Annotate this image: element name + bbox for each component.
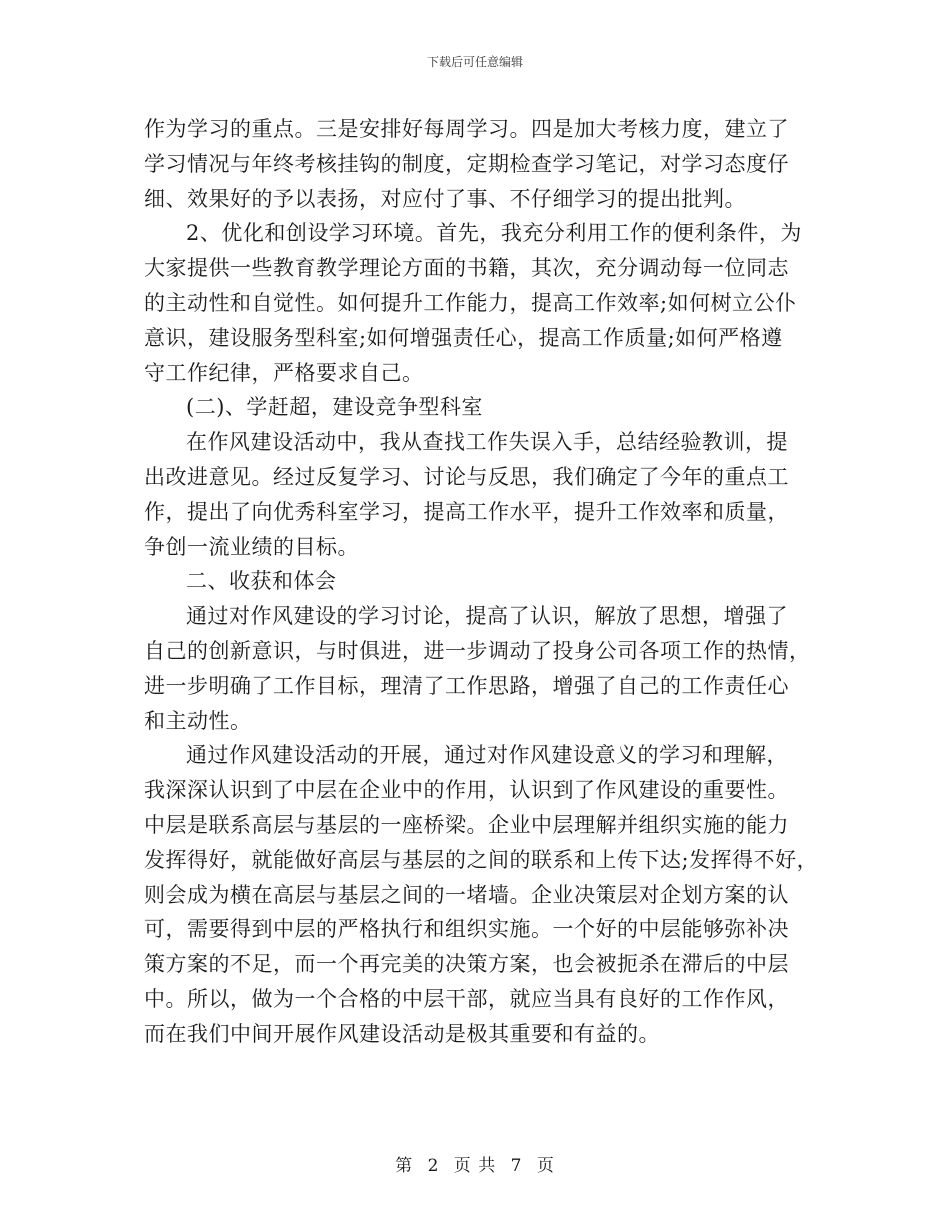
page-footer	[0, 1151, 950, 1176]
text-line: 发挥得好，就能做好高层与基层的之间的联系和上传下达;发挥得不好，	[144, 847, 819, 872]
section-heading: 二、收获和体会	[186, 569, 337, 594]
text-line: 通过对作风建设的学习讨论，提高了认识，解放了思想，增强了	[186, 604, 788, 629]
section-heading: (二)、学赶超，建设竞争型科室	[186, 395, 483, 420]
text-line: 自己的创新意识，与时俱进，进一步调动了投身公司各项工作的热情，	[144, 638, 811, 663]
page-mid: 页 共	[453, 1156, 497, 1176]
text-line: 作，提出了向优秀科室学习，提高工作水平，提升工作效率和质量，	[144, 499, 789, 524]
text-line: 在作风建设活动中，我从查找工作失误入手，总结经验教训，提	[186, 430, 788, 455]
total-page-count: 7	[510, 1156, 523, 1176]
text-line: 守工作纪律，严格要求自己。	[144, 360, 424, 385]
text-line: 通过作风建设活动的开展，通过对作风建设意义的学习和理解，	[186, 743, 788, 768]
text-line: 大家提供一些教育教学理论方面的书籍，其次，充分调动每一位同志	[144, 256, 789, 281]
text-line: 则会成为横在高层与基层之间的一堵墙。企业决策层对企划方案的认	[144, 882, 789, 907]
text-line: 中层是联系高层与基层的一座桥梁。企业中层理解并组织实施的能力	[144, 812, 789, 837]
text-line: 可，需要得到中层的严格执行和组织实施。一个好的中层能够弥补决	[144, 917, 789, 942]
text-line: 细、效果好的予以表扬，对应付了事、不仔细学习的提出批判。	[144, 186, 746, 211]
text-line: 的主动性和自觉性。如何提升工作能力，提高工作效率;如何树立公仆	[144, 290, 797, 315]
text-line: 和主动性。	[144, 708, 252, 733]
text-line: 而在我们中间开展作风建设活动是极其重要和有益的。	[144, 1021, 660, 1046]
text-line: 2、优化和创设学习环境。首先，我充分利用工作的便利条件，为	[186, 221, 802, 246]
page-header: 下载后可任意编辑	[426, 55, 523, 69]
current-page-number: 2	[427, 1156, 440, 1176]
text-line: 作为学习的重点。三是安排好每周学习。四是加大考核力度，建立了	[144, 117, 789, 141]
document-body	[144, 112, 819, 1052]
text-line: 争创一流业绩的目标。	[144, 534, 359, 559]
page-suffix: 页	[536, 1156, 555, 1176]
text-line: 出改进意见。经过反复学习、讨论与反思，我们确定了今年的重点工	[144, 464, 789, 489]
text-line: 我深深认识到了中层在企业中的作用，认识到了作风建设的重要性。	[144, 778, 789, 803]
text-line: 策方案的不足，而一个再完美的决策方案，也会被扼杀在滞后的中层	[144, 952, 789, 977]
page-prefix: 第	[395, 1156, 414, 1176]
text-line: 学习情况与年终考核挂钩的制度，定期检查学习笔记，对学习态度仔	[144, 151, 789, 176]
text-line: 进一步明确了工作目标，理清了工作思路，增强了自己的工作责任心	[144, 673, 789, 698]
text-line: 意识，建设服务型科室;如何增强责任心，提高工作质量;如何严格遵	[144, 325, 783, 350]
text-line: 中。所以，做为一个合格的中层干部，就应当具有良好的工作作风，	[144, 986, 789, 1011]
